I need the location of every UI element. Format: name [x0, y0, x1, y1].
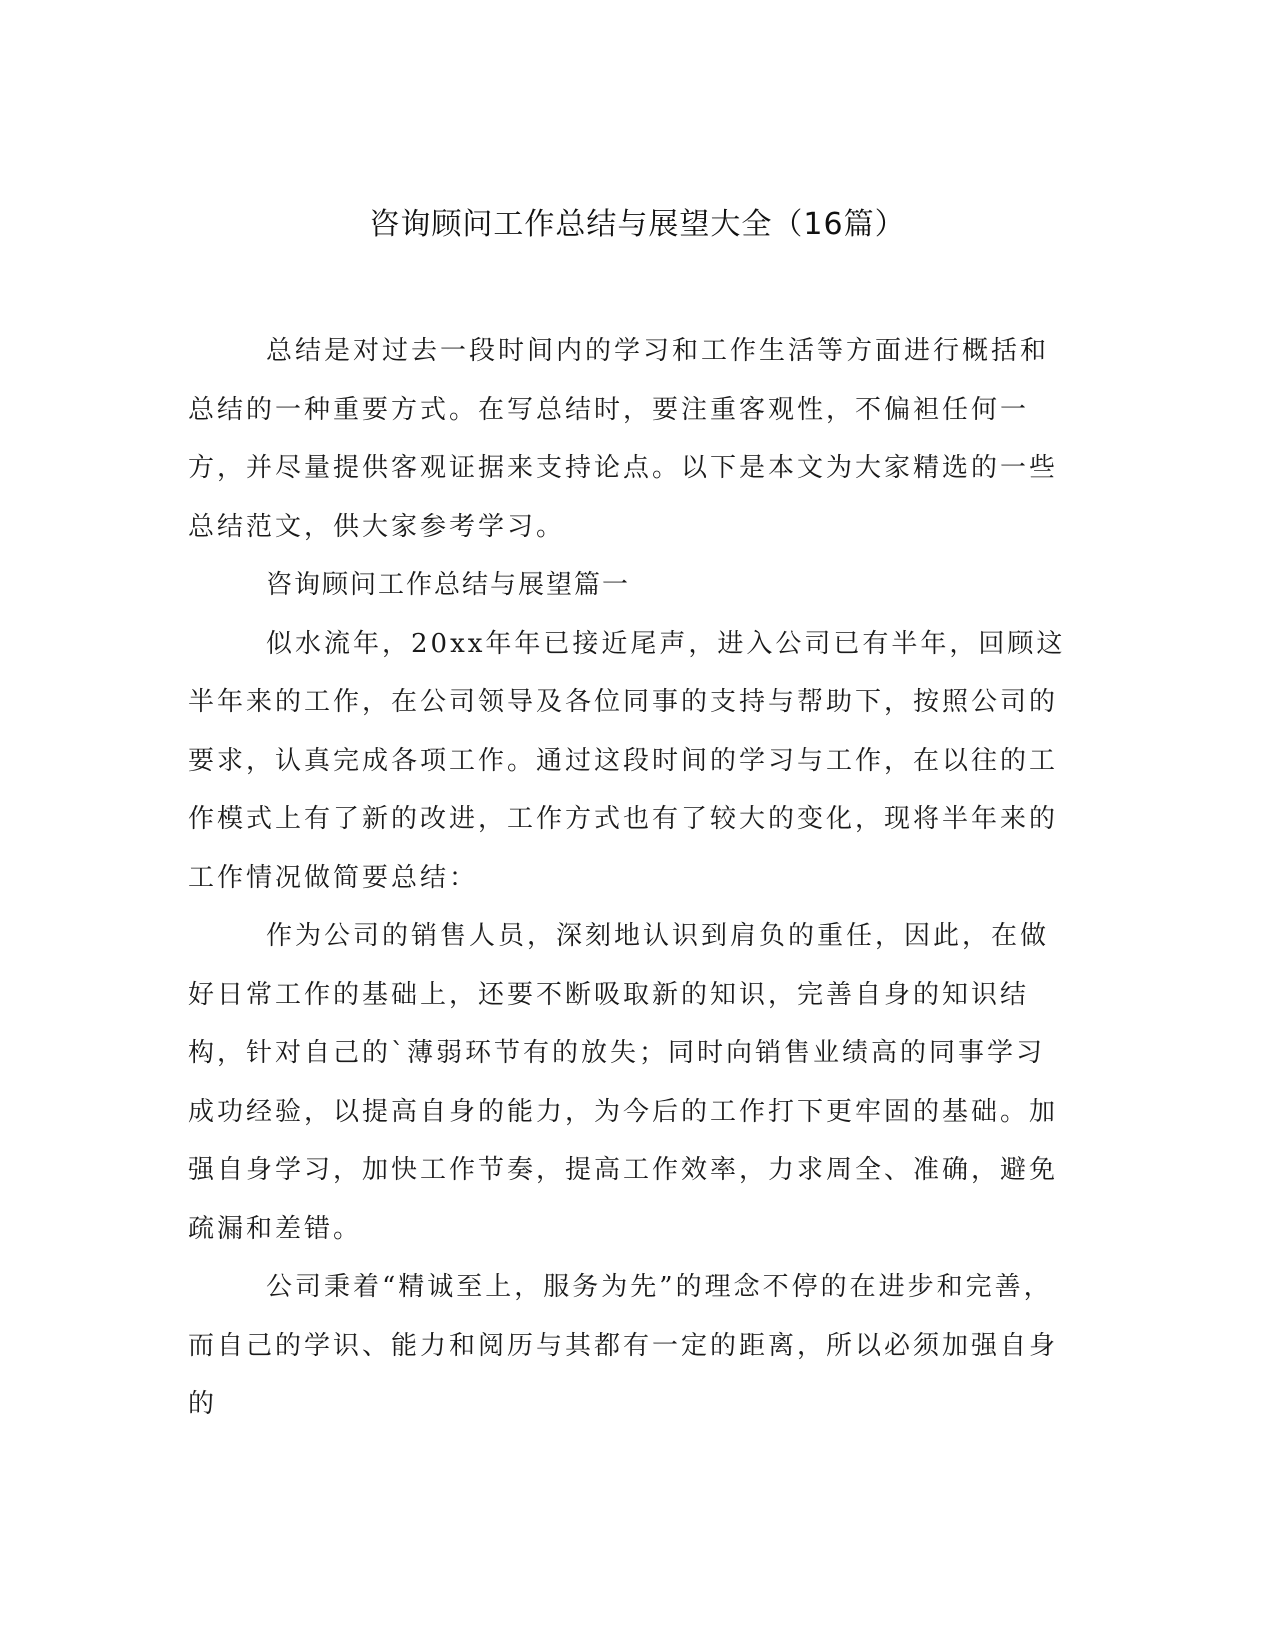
document-body	[188, 322, 1068, 1434]
section-heading: 咨询顾问工作总结与展望篇一	[266, 570, 631, 600]
intro-paragraph: 总结是对过去一段时间内的学习和工作生活等方面进行概括和总结的一种重要方式。在写总结时，要注重客观性，不偏袒任何一方，并尽量提供客观证据来支持论点。以下是本文为大家精选的一些总结范文，供大家参考学习。	[188, 336, 1059, 542]
body-paragraph-3: 公司秉着“精诚至上，服务为先”的理念不停的在进步和完善，而自己的学识、能力和阅历与其都有一定的距离，所以必须加强自身的	[188, 1272, 1059, 1419]
body-paragraph-2: 作为公司的销售人员，深刻地认识到肩负的重任，因此，在做好日常工作的基础上，还要不断吸取新的知识，完善自身的知识结构，针对自己的`薄弱环节有的放失；同时向销售业绩高的同事学习成功经验，以提高自身的能力，为今后的工作打下更牢固的基础。加强自身学习，加快工作节奏，提高工作效率，力求周全、准确，避免疏漏和差错。	[188, 921, 1059, 1244]
document-title: 咨询顾问工作总结与展望大全（16篇）	[369, 207, 906, 242]
body-paragraph-1: 似水流年，20xx年年已接近尾声，进入公司已有半年，回顾这半年来的工作，在公司领导及各位同事的支持与帮助下，按照公司的要求，认真完成各项工作。通过这段时间的学习与工作，在以往的工作模式上有了新的改进，工作方式也有了较大的变化，现将半年来的工作情况做简要总结：	[188, 628, 1066, 893]
